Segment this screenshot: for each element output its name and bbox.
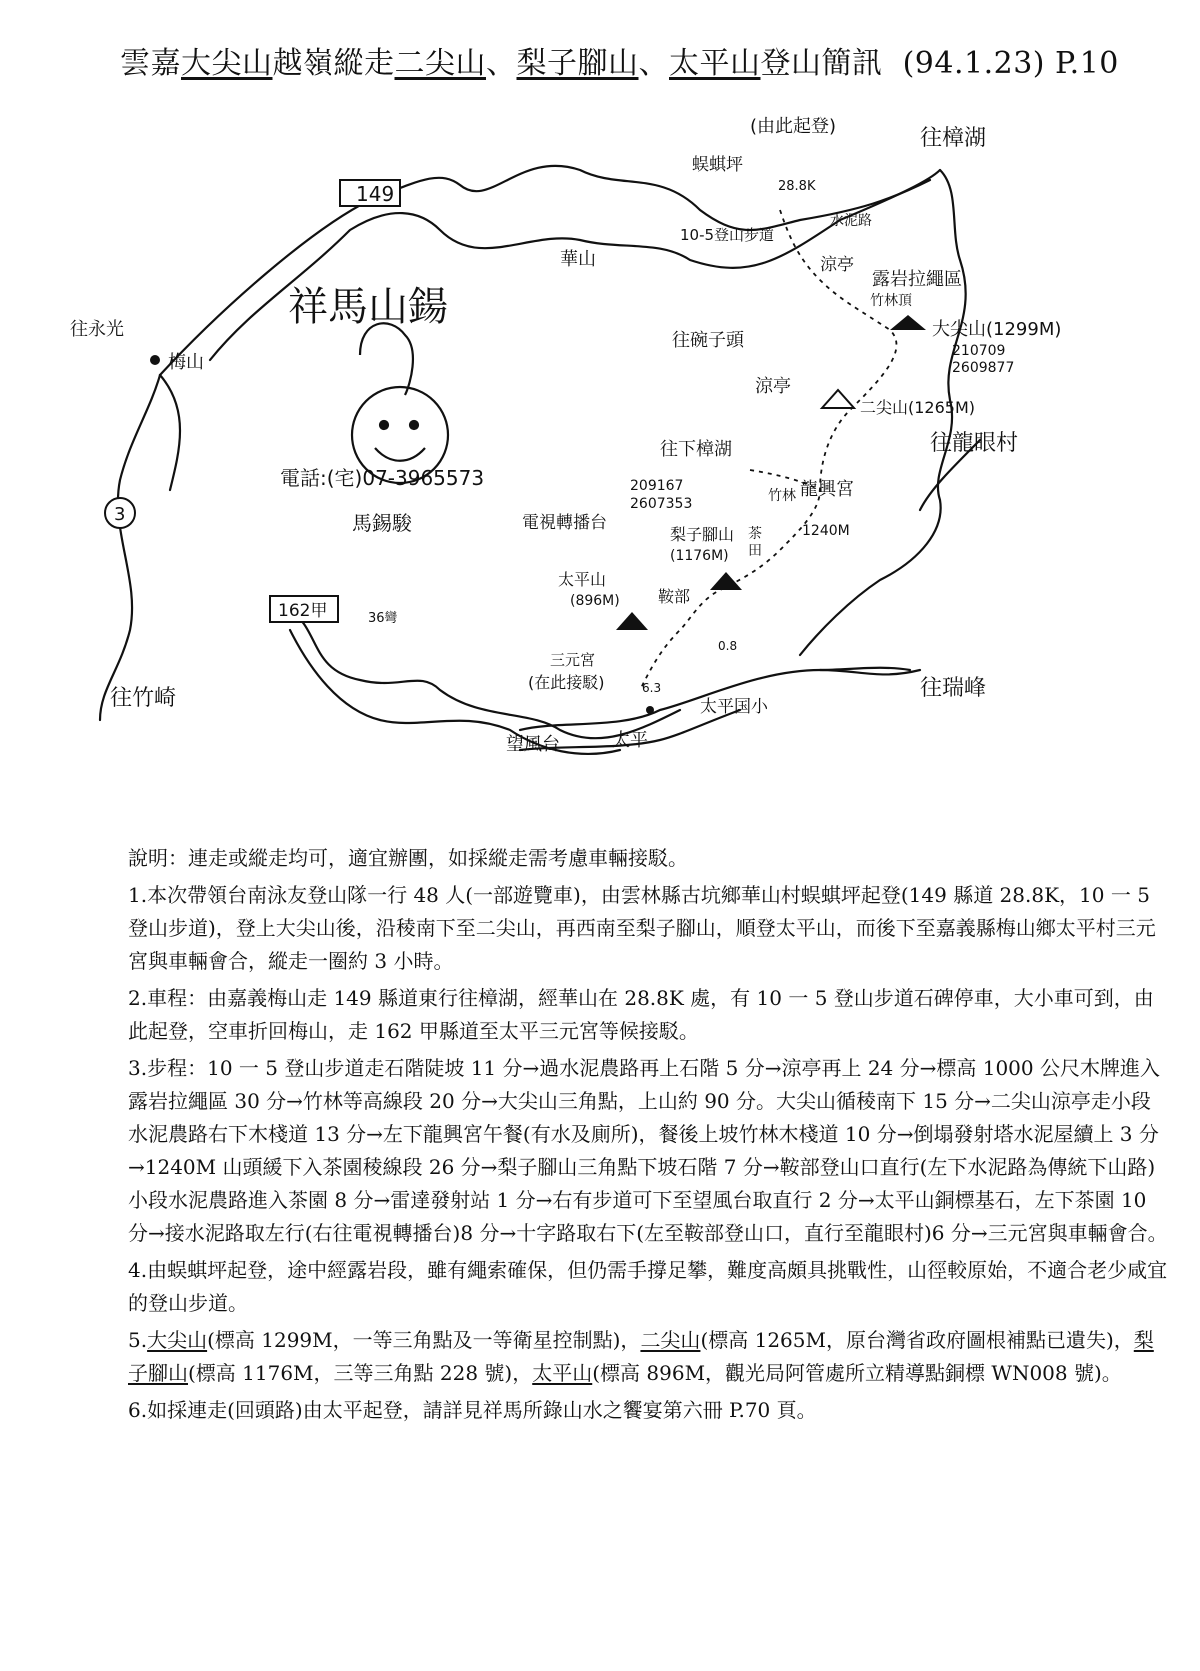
note-item-3 <box>128 1052 1168 1250</box>
label-longxing: 龍興宮 <box>800 479 854 500</box>
school-marker <box>646 706 654 714</box>
title-sep: 、 <box>486 46 517 81</box>
note-peak-datianshan: 大尖山 <box>147 1328 208 1352</box>
label-datianshan: 大尖山(1299M) <box>932 319 1062 340</box>
note-item-4 <box>128 1254 1168 1320</box>
label-km-08: 0.8 <box>718 639 738 653</box>
label-from-here: (由此起登) <box>750 116 837 137</box>
label-bend-36: 36彎 <box>368 611 398 626</box>
road-west <box>100 375 160 720</box>
brand-logo: 祥馬山鍚 <box>288 284 448 330</box>
title-peak-taiping: 太平山 <box>669 46 761 81</box>
label-cement-road: 水泥路 <box>830 213 872 229</box>
road-west-inner <box>160 375 180 490</box>
label-bamboo-top: 竹林頂 <box>870 293 912 309</box>
mascot <box>352 323 448 483</box>
title-sep: 、 <box>638 46 669 81</box>
label-erjianshan: 二尖山(1265M) <box>860 398 976 417</box>
route-149-label: 149 <box>356 182 395 206</box>
notes <box>128 842 1168 1431</box>
note-item-1 <box>128 879 1168 978</box>
title-part: 登山簡訊 <box>760 46 883 81</box>
label-to-ruifeng: 往瑞峰 <box>920 676 987 701</box>
title-date: (94.1.23) <box>902 46 1045 81</box>
note-text: (標高 1299M，一等三角點及一等衛星控制點)， <box>207 1328 641 1352</box>
route-162-label: 162甲 <box>278 601 328 621</box>
label-to-xiazhanghu: 往下樟湖 <box>660 439 732 460</box>
note-peak-taiping: 太平山 <box>532 1361 593 1385</box>
note-item-6 <box>128 1394 1168 1427</box>
label-taipingshan: 太平山 <box>558 570 607 589</box>
label-pavilion-2: 涼亭 <box>755 376 791 397</box>
label-meet: (在此接駁) <box>528 673 605 692</box>
notes-intro: 說明：連走或縱走均可，適宜辦團，如採縱走需考慮車輛接駁。 <box>128 846 688 870</box>
route-map <box>60 110 1160 820</box>
label-huashan: 華山 <box>560 249 596 270</box>
label-tea: 茶 <box>748 526 762 542</box>
label-coord-4: 2607353 <box>630 496 693 512</box>
note-text: 步程：10 一 5 登山步道走石階陡坡 11 分→過水泥農路再上石階 5 分→涼亭再上 24 分→標高 1000 公尺木牌進入露岩拉繩區 30 分→竹林等高線段 20 分→大尖山三角點，上山約 90 分。大尖山循稜南下 15 分→二尖山涼亭走小段水泥農路右下木棧道 13 分→左下龍興宮午餐(有水及廁所)，餐後上坡竹林木棧道 10 分→倒塌發射塔水泥屋續上 3 分→1240M 山頭緩下入茶園稜線段 26 分→梨子腳山三角點下坡石階 7 分→鞍部登山口直行(左下水泥路為傳統下山路)小段水泥農路進入茶園 8 分→雷達發射站 1 分→右有步道可下至望風台取直行 2 分→太平山銅標基石，左下茶園 10 分→接水泥路取左行(右往電視轉播台)8 分→十字路取右下(左至鞍部登山口，直行至龍眼村)6 分→三元宮與車輛會合。 <box>128 1056 1168 1245</box>
label-1240m: 1240M <box>802 523 850 539</box>
label-saddle: 鞍部 <box>658 587 691 606</box>
label-coord-1: 210709 <box>952 343 1006 359</box>
peak-taiping-icon <box>616 612 648 630</box>
label-wangfengtai: 望風台 <box>506 734 560 755</box>
page-title <box>120 38 1180 82</box>
note-item-2 <box>128 982 1168 1048</box>
label-bamboo: 竹林 <box>768 488 796 504</box>
note-text: 車程：由嘉義梅山走 149 縣道東行往樟湖，經華山在 28.8K 處，有 10 一 5 登山步道石碑停車，大小車可到，由此起登，空車折回梅山，走 162 甲縣道至太平三元宮等候接駁。 <box>128 986 1154 1043</box>
note-text: 本次帶領台南泳友登山隊一行 48 人(一部遊覽車)，由雲林縣古坑鄉華山村蜈蜞坪起登(149 縣道 28.8K，10 一 5 登山步道)，登上大尖山後，沿稜南下至二尖山，再西南至梨子腳山，順登太平山，而後下至嘉義縣梅山鄉太平村三元宮與車輛會合，縱走一圈約 3 小時。 <box>128 883 1156 973</box>
note-num: 3. <box>128 1056 148 1080</box>
label-to-yongguang: 往永光 <box>70 319 124 340</box>
label-taiping: 太平 <box>612 730 648 751</box>
title-page: P.10 <box>1055 46 1119 81</box>
label-trail-10-5: 10-5登山步道 <box>680 226 775 244</box>
label-to-zhanghu: 往樟湖 <box>920 126 987 151</box>
meishan-marker <box>150 355 160 365</box>
note-num: 2. <box>128 986 148 1010</box>
note-text: 由蜈蜞坪起登，途中經露岩段，雖有繩索確保，但仍需手撐足攀，難度高頗具挑戰性，山徑較原始，不適合老少咸宜的登山步道。 <box>128 1258 1168 1315</box>
label-wuqiping: 蜈蜞坪 <box>692 155 743 175</box>
label-to-kuangzitou: 往碗子頭 <box>672 330 744 351</box>
label-name: 馬錫駿 <box>352 511 412 535</box>
note-text: (標高 1265M，原台灣省政府圖根補點已遺失)， <box>700 1328 1134 1352</box>
note-num: 4. <box>128 1258 148 1282</box>
note-text: (標高 896M，觀光局阿管處所立精導點銅標 WN008 號)。 <box>592 1361 1122 1385</box>
note-text: 如採連走(回頭路)由太平起登，請詳見祥馬所錄山水之饗宴第六冊 P.70 頁。 <box>147 1398 817 1422</box>
label-km-63: 6.3 <box>642 681 662 695</box>
title-part: 越嶺縱走 <box>272 46 395 81</box>
label-taipingshan-height: (896M) <box>570 593 620 609</box>
note-num: 5. <box>128 1328 148 1352</box>
road-149 <box>160 166 930 375</box>
label-lizijiao-height: (1176M) <box>670 548 729 564</box>
label-rock-rope: 露岩拉繩區 <box>872 269 962 290</box>
title-peak-lizijiao: 梨子腳山 <box>516 46 639 81</box>
peak-erjianshan-icon <box>822 390 854 408</box>
label-tv-tower: 電視轉播台 <box>522 513 607 533</box>
note-peak-erjianshan: 二尖山 <box>640 1328 701 1352</box>
note-peak-lizijiao: 梨子腳山 <box>128 1328 1154 1385</box>
label-phone: 電話:(宅)07-3965573 <box>280 466 485 490</box>
label-tea-field: 田 <box>748 543 762 559</box>
title-part: 雲嘉 <box>120 46 181 81</box>
label-to-zhuqi: 往竹崎 <box>110 686 177 711</box>
label-taiping-school: 太平国小 <box>700 697 768 717</box>
label-coord-3: 209167 <box>630 478 684 494</box>
peak-datianshan-icon <box>890 315 926 330</box>
note-item-5 <box>128 1324 1168 1390</box>
label-meishan: 梅山 <box>168 352 204 373</box>
label-km-288: 28.8K <box>778 179 816 194</box>
title-peak-datianshan: 大尖山 <box>181 46 273 81</box>
label-coord-2: 2609877 <box>952 360 1015 376</box>
note-text: (標高 1176M，三等三角點 228 號)， <box>188 1361 533 1385</box>
label-to-longyan: 往龍眼村 <box>930 431 1019 456</box>
label-sanyuangong: 三元宮 <box>550 651 596 669</box>
note-num: 6. <box>128 1398 148 1422</box>
route-3-label: 3 <box>114 504 126 525</box>
label-pavilion-1: 涼亭 <box>820 255 854 275</box>
label-lizijiao: 梨子腳山 <box>670 525 735 544</box>
note-num: 1. <box>128 883 148 907</box>
title-peak-erjianshan: 二尖山 <box>394 46 486 81</box>
